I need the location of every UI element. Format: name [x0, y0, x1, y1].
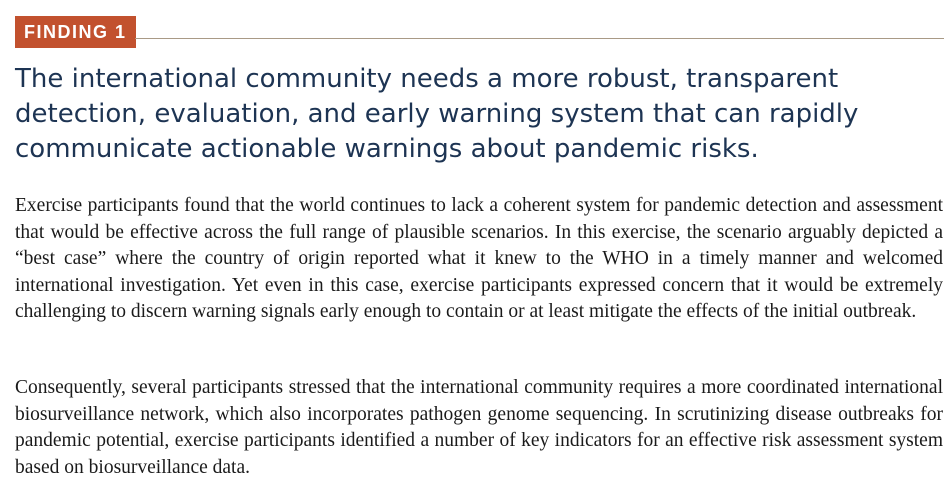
finding-badge: FINDING 1 — [15, 16, 136, 48]
finding-header — [15, 16, 944, 48]
header-divider — [135, 38, 944, 39]
body-paragraph-2: Consequently, several participants stressed that the international community requires a more coordinated international biosurveillance network, which also incorporates pathogen genome sequencing. In scrutinizing disease outbreaks for pandemic potential, exercise participants identified a number of key indicators for an effective risk assessment system based on biosurveillance data. — [15, 377, 943, 478]
finding-headline: The international community needs a more robust, transparent detection, evaluation, and early warning system that can rapidly communicate actionable warnings about pandemic risks. — [15, 64, 859, 164]
body-paragraph-1: Exercise participants found that the world continues to lack a coherent system for pandemic detection and assessment that would be effective across the full range of plausible scenarios. In this exercise, the scenario arguably depicted a “best case” where the country of origin reported what it knew to the WHO in a timely manner and welcomed international investigation. Yet even in this case, exercise participants expressed concern that it would be extremely challenging to discern warning signals early enough to contain or at least mitigate the effects of the initial outbreak. — [15, 195, 943, 322]
